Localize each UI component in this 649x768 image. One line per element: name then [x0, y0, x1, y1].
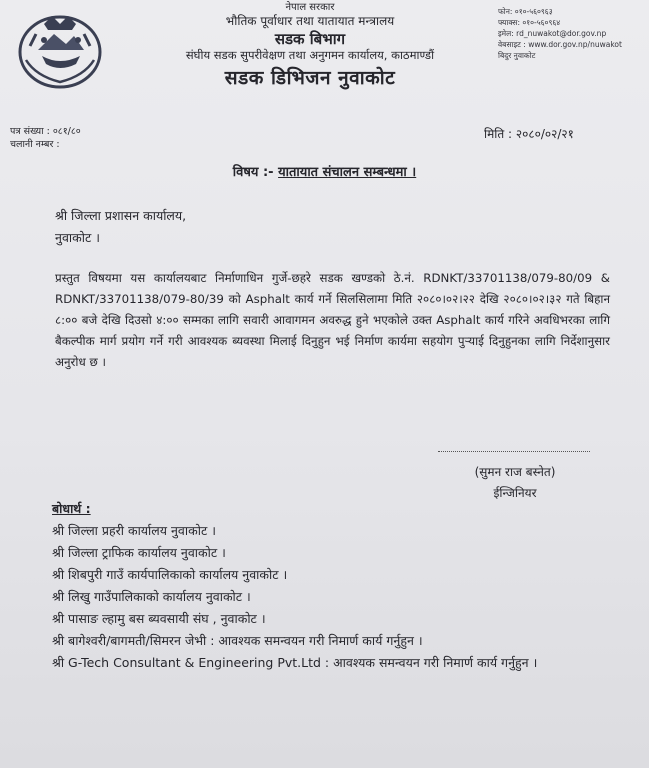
cc-item: श्री बागेश्वरी/बागमती/सिमरन जेभी : आवश्यक समन्वयन गरी निमार्ण कार्य गर्नुहुन । [52, 633, 423, 648]
signature-dotted-line [438, 451, 590, 452]
ministry-line: भौतिक पूर्वाधार तथा यातायात मन्त्रालय [225, 14, 395, 28]
dispatch-number: चलानी नम्बर : [10, 139, 60, 150]
cc-block [52, 498, 537, 674]
subject-line [0, 162, 649, 180]
cc-item: श्री शिबपुरी गाउँ कार्यपालिकाको कार्यालय नुवाकोट । [52, 567, 288, 582]
cc-item: श्री लिखु गाउँपालिकाको कार्यालय नुवाकोट । [52, 589, 251, 604]
reference-block [10, 125, 81, 151]
nepal-government-emblem-icon [16, 10, 104, 90]
cc-item: श्री जिल्ला प्रहरी कार्यालय नुवाकोट । [52, 523, 216, 538]
subject-label: विषय :- [232, 165, 274, 180]
phone-line: फोन: ०१०-५६०९६३ [498, 7, 553, 16]
office-line: संघीय सडक सुपरीवेक्षण तथा अनुगमन कार्यालय, काठमाण्डौं [185, 48, 435, 63]
letter-number: पत्र संख्या : ०८१/८० [10, 126, 81, 137]
fax-line: फ्याक्स: ०१०-५६०९६४ [498, 18, 561, 27]
addressee-office: श्री जिल्ला प्रशासन कार्यालय, [55, 208, 187, 223]
contact-block [498, 6, 648, 61]
website-line: वेबसाइट : www.dor.gov.np/nuwakot [498, 40, 622, 49]
email-line: इमेल: rd_nuwakot@dor.gov.np [498, 29, 607, 38]
cc-item: श्री जिल्ला ट्राफिक कार्यालय नुवाकोट । [52, 545, 226, 560]
addressee-block [55, 205, 186, 249]
letterhead [120, 2, 500, 90]
location-line: बिदुर नुवाकोट [498, 51, 536, 60]
cc-title: बोधार्थ : [52, 501, 91, 516]
department-line: सडक बिभाग [274, 30, 346, 49]
cc-item: श्री G-Tech Consultant & Engineering Pvt.Ltd : आवश्यक समन्वयन गरी निमार्ण कार्य गर्नुहुन । [52, 655, 538, 670]
division-title: सडक डिभिजन नुवाकोट [224, 67, 396, 90]
subject-text: यातायात संचालन सम्बन्धमा । [278, 165, 417, 180]
addressee-location: नुवाकोट । [55, 230, 100, 245]
signer-name: (सुमन राज बस्नेत) [474, 465, 556, 479]
government-line: नेपाल सरकार [285, 2, 335, 13]
letter-body: प्रस्तुत विषयमा यस कार्यालयबाट निर्माणाधिन गुर्जे-छहरे सडक खण्डको ठे.नं. RDNKT/33701138/079-80/09 & RDNKT/33701138/079-80/39 को Asphalt कार्य गर्ने सिलसिलामा मिति २०८०।०२।२२ देखि २०८०।०२।३२ गते बिहान ८:०० बजे देखि दिउसो ४:०० सम्मका लागि सवारी आवागमन अवरुद्ध हुने भएकोले उक्त Asphalt कार्य गरिने अवधिभरका लागि बैकल्पीक मार्ग प्रयोग गर्ने गरी आवश्यक ब्यवस्था मिलाई दिनुहुन भई निर्माण कार्यमा सहयोग पुऱ्याई दिनुहुनका लागि निर्देशानुसार अनुरोध छ । [55, 271, 610, 369]
signer-title: ईन्जिनियर [493, 486, 537, 500]
cc-item: श्री पासाङ ल्हामु बस ब्यवसायी संघ , नुवाकोट । [52, 611, 266, 626]
letter-date: मिति : २०८०/०२/२१ [484, 127, 574, 141]
